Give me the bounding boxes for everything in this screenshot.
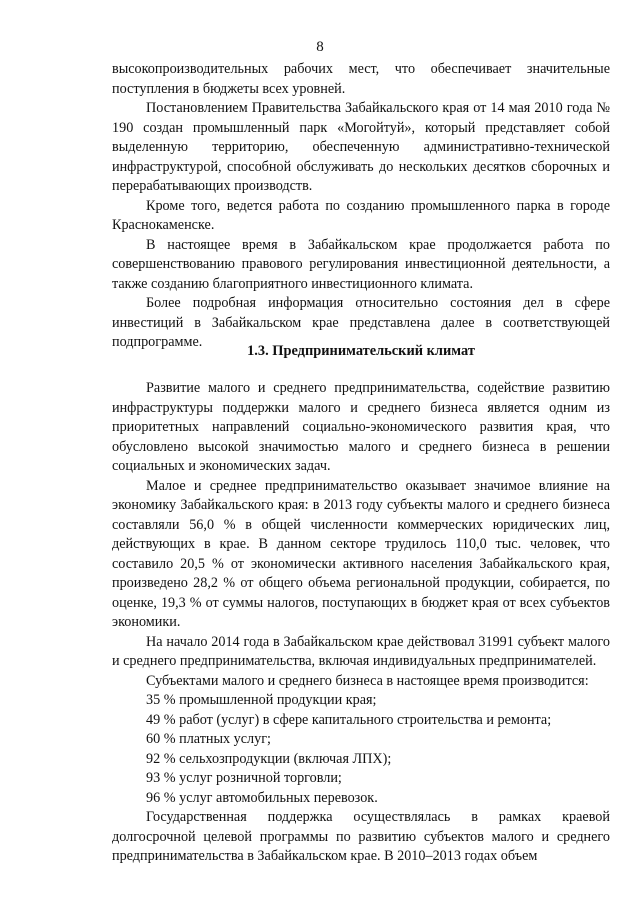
paragraph-sme-influence: Малое и среднее предпринимательство оказывает значимое влияние на экономику Забайкальского края: в 2013 году субъекты малого и среднего бизнеса составляли 56,0 % в общей численности коммерческих юридических лиц, действующих в крае. В данном секторе трудилось 110,0 тыс. человек, что составило 20,5 % от экономически активного населения Забайкальского края, произведено 28,2 % от общего объема региональной продукции, собирается, по оценке, 19,3 % от суммы налогов, поступающих в бюджет края от всех субъектов экономики. (112, 477, 610, 630)
paragraph-sme-development: Развитие малого и среднего предпринимательства, содействие развитию инфраструктуры поддержки малого и среднего бизнеса является одним из приоритетных направлений социально-экономического развития края, что обусловлено высокой значимостью малого и среднего бизнеса в решении социальных и экономических задач. (112, 380, 610, 474)
paragraph-more-info: Более подробная информация относительно состояния дел в сфере инвестиций в Забайкальском крае представлена далее в соответствующей подпрограмме. (112, 295, 610, 350)
paragraph-production-intro: Субъектами малого и среднего бизнеса в настоящее время производится: (146, 672, 589, 689)
list-item: 96 % услуг автомобильных перевозок. (146, 789, 378, 806)
paragraph-legal-regulation: В настоящее время в Забайкальском крае продолжается работа по совершенствованию правового регулирования инвестиционной деятельности, а также созданию благоприятного инвестиционного климата. (112, 236, 610, 292)
paragraph-continuation: высокопроизводительных рабочих мест, что обеспечивает значительные поступления в бюджеты всех уровней. (112, 61, 610, 97)
paragraph-krasnokamensk: Кроме того, ведется работа по созданию промышленного парка в городе Краснокаменске. (112, 197, 610, 233)
page-number: 8 (316, 39, 324, 55)
list-item: 35 % промышленной продукции края; (146, 692, 377, 708)
list-item: 49 % работ (услуг) в сфере капитального строительства и ремонта; (146, 711, 552, 728)
business-climate-section (112, 379, 610, 867)
list-item: 92 % сельхозпродукции (включая ЛПХ); (146, 750, 392, 767)
section-heading: 1.3. Предпринимательский климат (247, 343, 475, 359)
production-list (112, 691, 610, 808)
paragraph-mogoytuy-park: Постановлением Правительства Забайкальского края от 14 мая 2010 года № 190 создан промышленный парк «Могойтуй», который представляет собой выделенную территорию, обеспеченную административно-технической инфраструктурой, способной обслуживать до нескольких десятков сборочных и перерабатывающих производств. (112, 100, 610, 194)
list-item: 93 % услуг розничной торговли; (146, 770, 342, 786)
paragraph-state-support: Государственная поддержка осуществлялась в рамках краевой долгосрочной целевой программы по развитию субъектов малого и среднего предпринимательства в Забайкальском крае. В 2010–2013 годах объем (112, 809, 610, 864)
intro-section (112, 60, 610, 353)
list-item: 60 % платных услуг; (146, 731, 271, 747)
paragraph-sme-count: На начало 2014 года в Забайкальском крае действовал 31991 субъект малого и среднего предпринимательства, включая индивидуальных предпринимателей. (112, 633, 610, 669)
